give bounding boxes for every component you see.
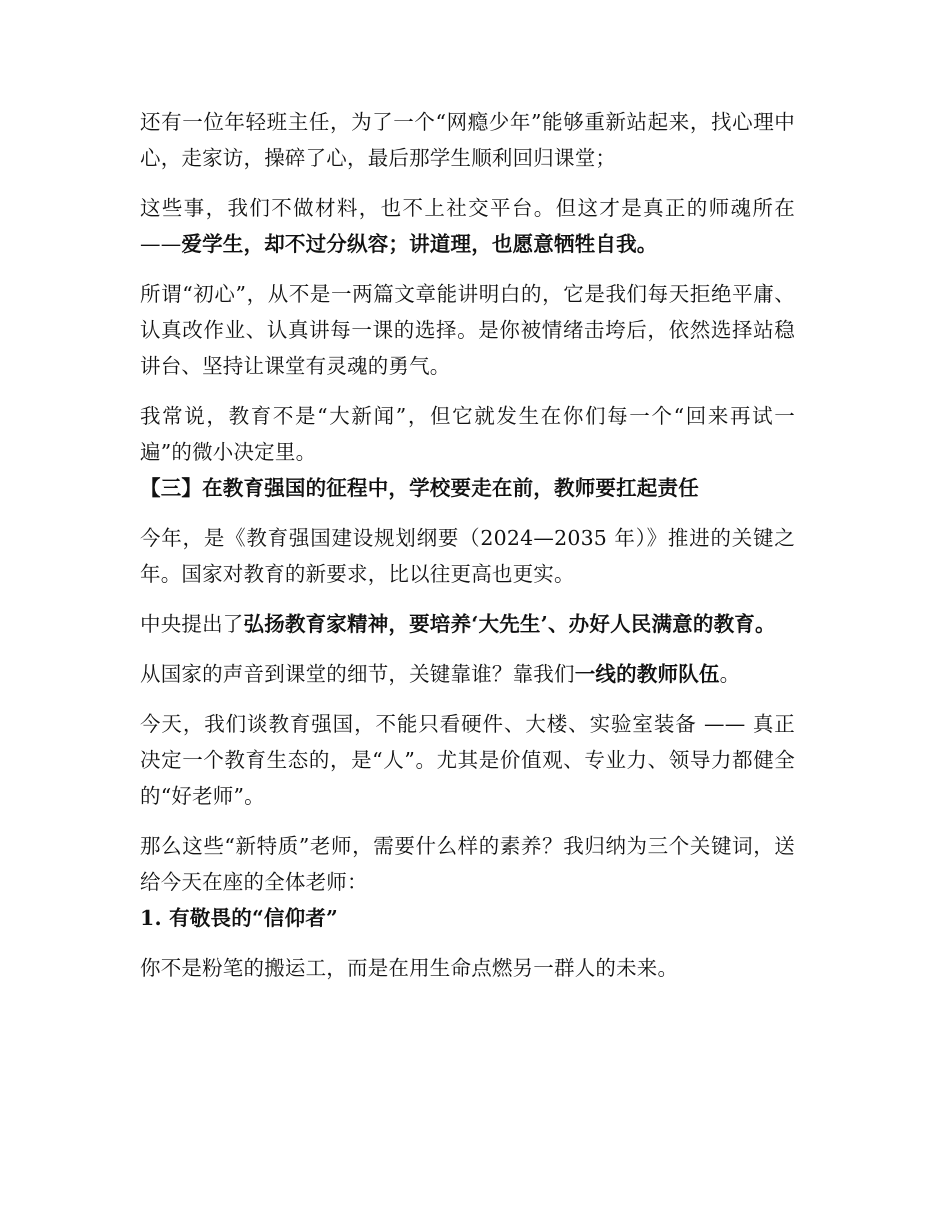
paragraph-central-requirement-lead: 中央提出了 [140, 612, 244, 636]
paragraph-plan-outline: 今年，是《教育强国建设规划纲要（2024—2035 年）》推进的关键之年。国家对教育的新要求，比以往更高也更实。 [140, 526, 795, 586]
paragraph-central-requirement-emphasis: 弘扬教育家精神，要培养‘大先生’、办好人民满意的教育。 [243, 612, 776, 636]
paragraph-teacher-soul-emphasis: 爱学生，却不过分纵容；讲道理，也愿意牺牲自我。 [181, 232, 658, 256]
paragraph-teacher-team-emphasis: 一线的教师队伍 [574, 662, 720, 686]
subheading-believer: 1. 有敬畏的“信仰者” [140, 906, 339, 930]
paragraph-central-requirement [140, 606, 795, 642]
paragraph-three-keywords: 那么这些“新特质”老师，需要什么样的素养？我归纳为三个关键词，送给今天在座的全体老师： [140, 834, 795, 894]
paragraph-teacher-team-lead: 从国家的声音到课堂的细节，关键靠谁？靠我们 [140, 662, 575, 686]
paragraph-teacher-team [140, 656, 795, 692]
paragraph-original-aspiration: 所谓“初心”，从不是一两篇文章能讲明白的，它是我们每天拒绝平庸、认真改作业、认真讲每一课的选择。是你被情绪击垮后，依然选择站稳讲台、坚持让课堂有灵魂的勇气。 [140, 282, 795, 378]
paragraph-class-teacher: 还有一位年轻班主任，为了一个“网瘾少年”能够重新站起来，找心理中心，走家访，操碎了心，最后那学生顺利回归课堂； [140, 110, 795, 170]
paragraph-education-ecology: 今天，我们谈教育强国，不能只看硬件、大楼、实验室装备 —— 真正决定一个教育生态的，是“人”。尤其是价值观、专业力、领导力都健全的“好老师”。 [140, 712, 795, 808]
paragraph-teacher-soul-lead: 这些事，我们不做材料，也不上社交平台。但这才是真正的师魂所在—— [140, 196, 795, 256]
paragraph-small-decisions: 我常说，教育不是“大新闻”，但它就发生在你们每一个“回来再试一遍”的微小决定里。 [140, 404, 795, 464]
paragraph-teacher-team-tail: 。 [719, 662, 741, 686]
section-heading-three: 【三】在教育强国的征程中，学校要走在前，教师要扛起责任 [140, 476, 699, 500]
paragraph-teacher-soul [140, 190, 795, 262]
paragraph-chalk-carrier: 你不是粉笔的搬运工，而是在用生命点燃另一群人的未来。 [140, 956, 679, 980]
